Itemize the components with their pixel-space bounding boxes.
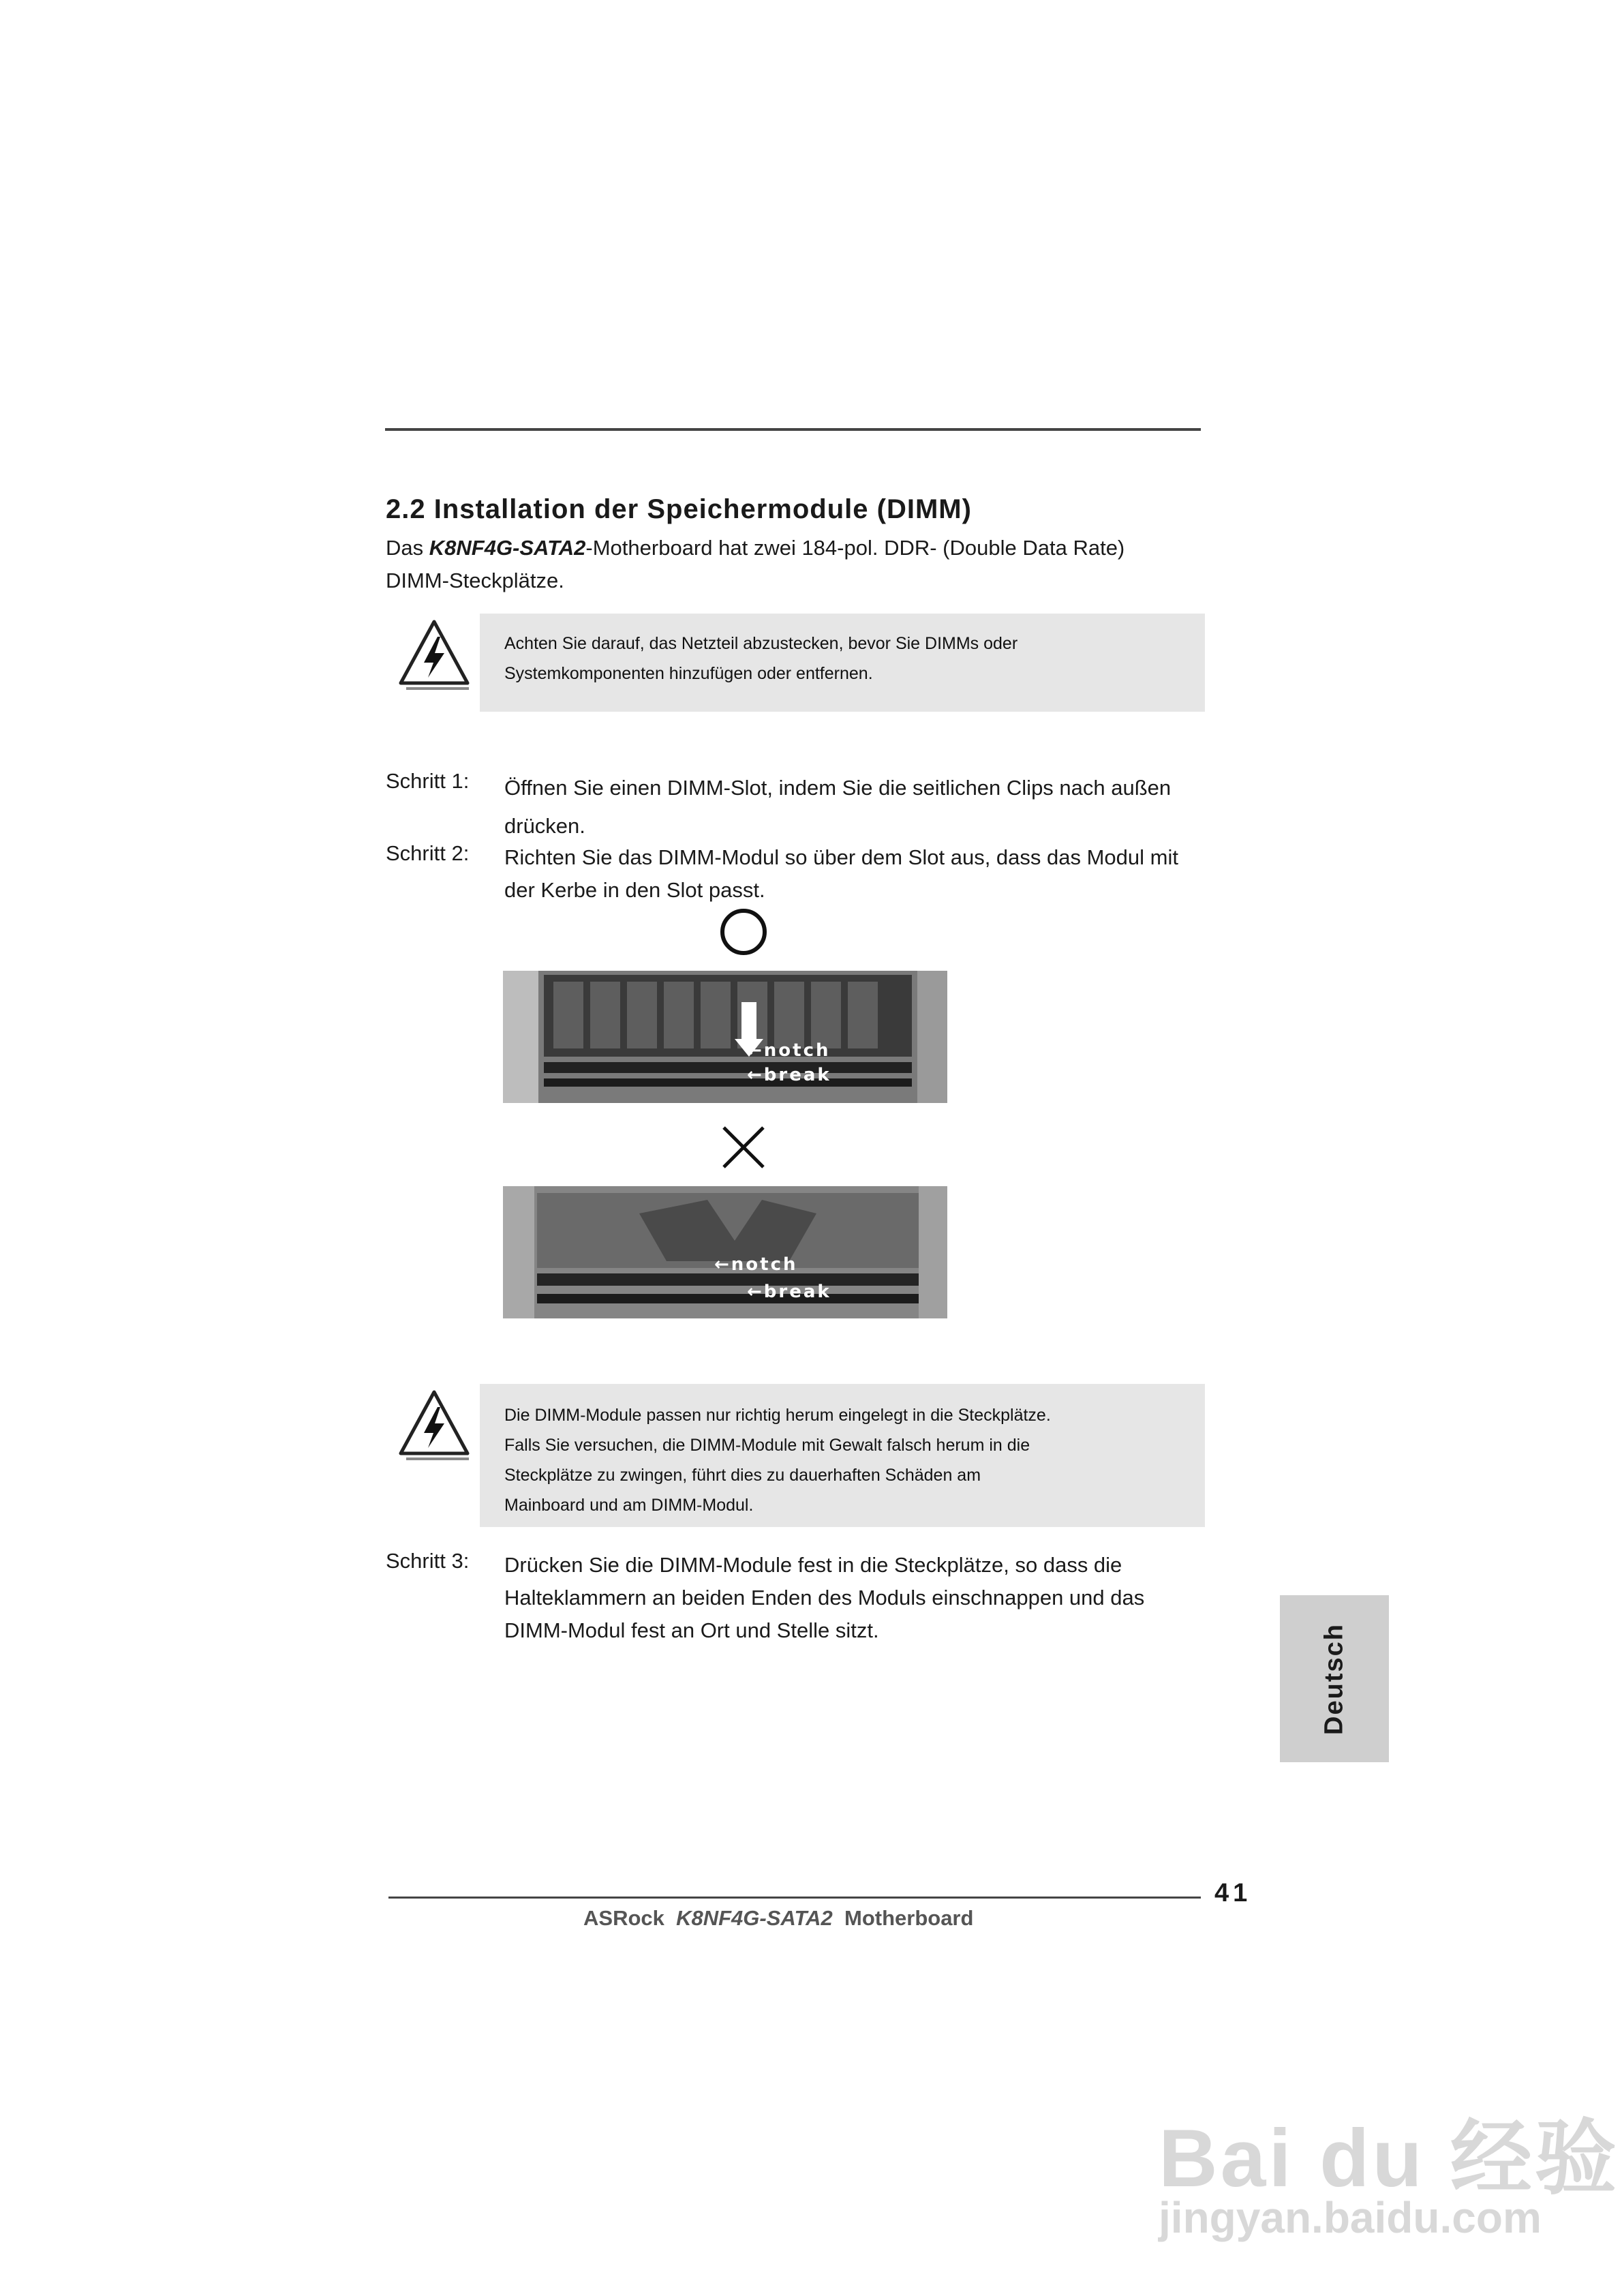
step-3-label: Schritt 3: <box>386 1549 470 1573</box>
note2-line-2: Falls Sie versuchen, die DIMM-Module mit Gewalt falsch herum in die <box>504 1436 1030 1455</box>
page-number: 41 <box>1214 1879 1252 1907</box>
top-rule <box>385 428 1201 431</box>
section-heading: 2.2 Installation der Speichermodule (DIMM) <box>386 494 972 524</box>
wrong-cross-icon <box>720 1123 767 1171</box>
caution-note-2 <box>480 1384 1205 1527</box>
note2-line-1: Die DIMM-Module passen nur richtig herum eingelegt in die Steckplätze. <box>504 1406 1051 1425</box>
intro-prefix: Das <box>386 536 429 560</box>
step-3-text <box>504 1549 1227 1647</box>
footer-product: Motherboard <box>844 1906 974 1930</box>
notch-label-1: ←notch <box>747 1040 831 1061</box>
note2-line-3: Steckplätze zu zwingen, führt dies zu dauerhaften Schäden am <box>504 1466 981 1485</box>
dimm-correct-photo <box>503 971 947 1103</box>
footer-text <box>583 1906 973 1931</box>
note1-line-1: Achten Sie darauf, das Netzteil abzustecken, bevor Sie DIMMs oder <box>504 634 1018 653</box>
step-1-line-1: Öffnen Sie einen DIMM-Slot, indem Sie die seitlichen Clips nach außen <box>504 776 1172 800</box>
baidu-watermark-logo: Bai du 经验 <box>1159 2113 1620 2204</box>
intro-line-2: DIMM-Steckplätze. <box>386 569 564 592</box>
step-3-line-3: DIMM-Modul fest an Ort und Stelle sitzt. <box>504 1618 879 1642</box>
intro-paragraph <box>386 532 1217 597</box>
warning-icon <box>397 618 472 693</box>
step-3-line-1: Drücken Sie die DIMM-Module fest in die Steckplätze, so dass die <box>504 1553 1122 1577</box>
caution-note-1 <box>480 614 1205 712</box>
break-label-2: ←break <box>747 1282 831 1302</box>
step-1-line-2: drücken. <box>504 814 585 838</box>
break-label-1: ←break <box>747 1065 831 1085</box>
step-2-line-1: Richten Sie das DIMM-Modul so über dem Slot aus, dass das Modul mit <box>504 845 1178 869</box>
step-1-label: Schritt 1: <box>386 769 470 793</box>
step-3-line-2: Halteklammern an beiden Enden des Moduls einschnappen und das <box>504 1586 1145 1610</box>
intro-suffix: -Motherboard hat zwei 184-pol. DDR- (Double Data Rate) <box>585 536 1125 560</box>
baidu-watermark-url: jingyan.baidu.com <box>1159 2193 1542 2242</box>
notch-label-2: ←notch <box>714 1254 798 1275</box>
warning-icon-2 <box>397 1388 472 1463</box>
intro-line-1 <box>386 532 1217 564</box>
footer-model: K8NF4G-SATA2 <box>676 1906 833 1930</box>
footer-brand: ASRock <box>583 1906 664 1930</box>
note1-line-2: Systemkomponenten hinzufügen oder entfernen. <box>504 664 873 683</box>
step-1-text <box>504 769 1227 845</box>
note2-line-4: Mainboard und am DIMM-Modul. <box>504 1496 754 1515</box>
correct-circle-icon <box>718 907 769 957</box>
step-2-label: Schritt 2: <box>386 841 470 865</box>
footer-rule <box>388 1897 1201 1899</box>
dimm-wrong-photo <box>503 1186 947 1318</box>
intro-model: K8NF4G-SATA2 <box>429 536 586 560</box>
step-2-text <box>504 841 1227 907</box>
step-2-line-2: der Kerbe in den Slot passt. <box>504 878 765 902</box>
side-tab-label: Deutsch <box>1319 1622 1349 1735</box>
language-side-tab <box>1280 1595 1389 1762</box>
